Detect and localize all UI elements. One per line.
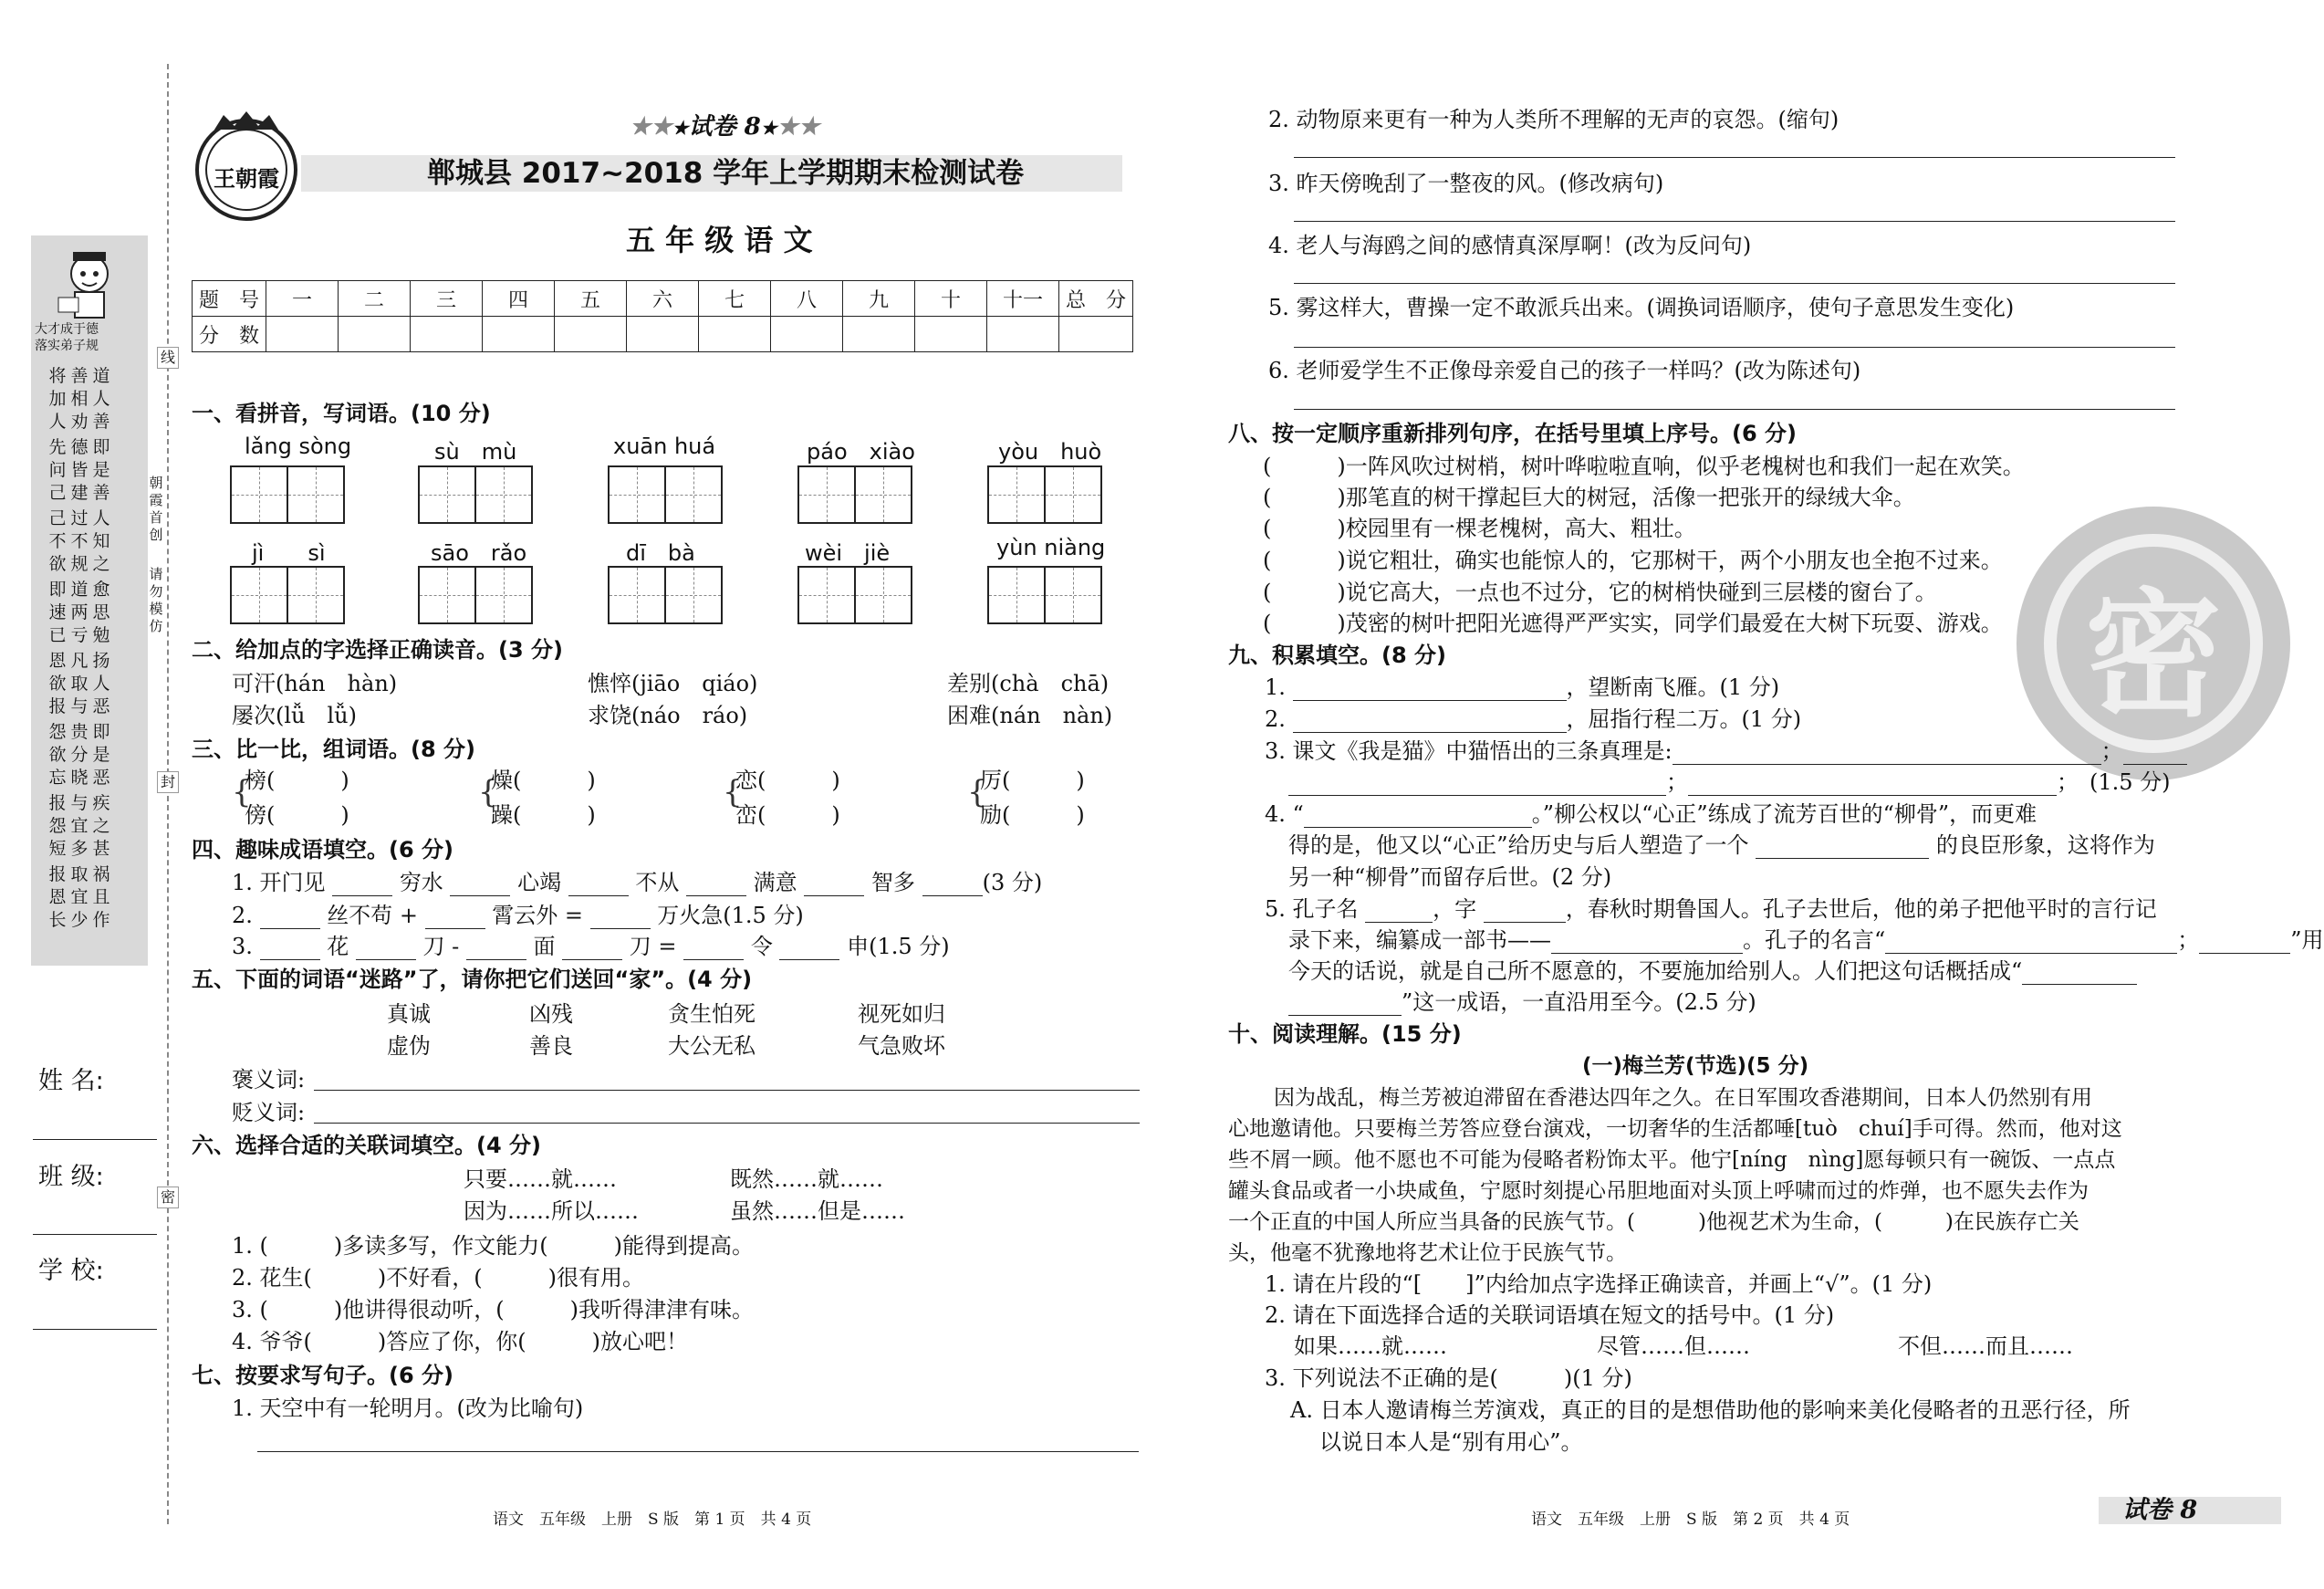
- conjunction-option: 因为……所以……: [464, 1198, 639, 1224]
- cut-label: 线: [157, 347, 179, 369]
- section-title: 四、趣味成语填空。(6 分): [192, 837, 453, 862]
- fill-line: [1288, 768, 2171, 796]
- praise-answer-line[interactable]: [314, 1090, 1140, 1091]
- motto-column: 取宜少: [70, 864, 89, 930]
- rewrite-question: 4. 老人与海鸥之间的感情真深厚啊！(改为反问句): [1268, 233, 1752, 258]
- rewrite-question: 5. 雾这样大，曹操一定不敢派兵出来。(调换词语顺序，使句子意思发生变化): [1268, 295, 2015, 320]
- rewrite-question: 1. 天空中有一轮明月。(改为比喻句): [232, 1396, 584, 1421]
- text: 1. 开门见: [232, 870, 326, 895]
- table-cell: 七: [699, 281, 771, 317]
- cartoon-figure-icon: [46, 245, 133, 321]
- compare-item[interactable]: 燥( ): [491, 768, 596, 793]
- text: 得的是，他又以“心正”给历史与后人塑造了一个: [1288, 832, 1749, 858]
- motto-column: 己不欲: [48, 508, 67, 574]
- passage-line: 罐头食品或者一小块咸鱼，宁愿时刻提心吊胆地面对头顶上呼啸而过的炸弹，也不愿失去作为: [1228, 1179, 2089, 1203]
- passage-line: 一个正直的中国人所应当具备的民族气节。( )他视艺术为生命，( )在民族存亡关: [1228, 1210, 2079, 1234]
- section-title: 一、看拼音，写词语。(10 分): [192, 401, 491, 426]
- motto-column: 将加人: [48, 366, 67, 432]
- table-cell: 二: [339, 281, 411, 317]
- blank[interactable]: [683, 939, 744, 960]
- text: 丝不苟 +: [327, 903, 418, 928]
- pinyin-label: páo xiào: [807, 439, 915, 465]
- blank[interactable]: [1293, 680, 1567, 701]
- score-cell[interactable]: [699, 317, 771, 352]
- blank[interactable]: [260, 908, 320, 929]
- motto-column: 即速已: [48, 580, 67, 645]
- reading-choice[interactable]: 可汗(hán hàn): [232, 671, 398, 696]
- text: 今天的话说，就是自己所不愿意的，不要施加给别人。人们把这句话概括成“: [1288, 958, 2023, 984]
- text: 的良臣形象，这将作为: [1935, 832, 2155, 858]
- text: (3 分): [982, 870, 1043, 895]
- blank[interactable]: [1551, 933, 1743, 954]
- cut-label: 密: [157, 1187, 179, 1208]
- writing-box[interactable]: [797, 465, 911, 524]
- compare-item[interactable]: 榜( ): [245, 768, 349, 793]
- score-cell[interactable]: [915, 317, 987, 352]
- score-cell[interactable]: [483, 317, 555, 352]
- section-title: 十、阅读理解。(15 分): [1228, 1021, 1462, 1047]
- fill-line: [1288, 957, 2137, 985]
- conjunction-option: 虽然……但是……: [730, 1198, 905, 1224]
- score-value-row: [193, 317, 1133, 352]
- blank[interactable]: [2123, 744, 2187, 765]
- word-option: 大公无私: [668, 1033, 756, 1059]
- writing-box[interactable]: [987, 566, 1100, 624]
- blank[interactable]: [466, 939, 526, 960]
- rewrite-question: 6. 老师爱学生不正像母亲爱自己的孩子一样吗？(改为陈述句): [1268, 358, 1861, 383]
- blank[interactable]: [562, 939, 622, 960]
- writing-box[interactable]: [797, 566, 911, 624]
- text: 。”柳公权以“心正”练成了流芳百世的“柳骨”，而更难: [1531, 801, 2037, 827]
- blank[interactable]: [260, 939, 320, 960]
- motto-column: 即是恶: [92, 722, 110, 788]
- text: ，望断南飞雁。(1 分): [1566, 674, 1780, 700]
- text: 。孔子的名言“: [1743, 927, 1886, 953]
- fill-line: [1288, 831, 2155, 859]
- idiom-line: [232, 902, 804, 929]
- compare-item[interactable]: 躁( ): [491, 802, 596, 828]
- motto-column: 道两亏: [70, 580, 89, 645]
- footer-badge: 试卷 8: [2122, 1496, 2198, 1524]
- section-title: 二、给加点的字选择正确读音。(3 分): [192, 637, 563, 663]
- writing-box[interactable]: [418, 465, 531, 524]
- answer-line[interactable]: [1294, 409, 2175, 410]
- score-cell[interactable]: [266, 317, 339, 352]
- order-item[interactable]: ( )校园里有一棵老槐树，高大、粗壮。: [1263, 516, 1696, 541]
- motto-column: 人知之: [92, 508, 110, 574]
- writing-box[interactable]: [608, 566, 721, 624]
- fill-question[interactable]: 3. ( )他讲得很动听，( )我听得津津有味。: [232, 1297, 754, 1322]
- blank[interactable]: [686, 875, 746, 896]
- blank[interactable]: [1304, 807, 1532, 828]
- answer-line[interactable]: [257, 1451, 1139, 1452]
- text: 2.: [232, 903, 253, 928]
- reading-choice[interactable]: 困难(nán nàn): [947, 703, 1113, 728]
- fill-question[interactable]: 2. 花生( )不好看，( )很有用。: [232, 1265, 644, 1291]
- text: ，春秋时期鲁国人。孔子去世后，他的弟子把他平时的言行记: [1565, 896, 2157, 922]
- class-field[interactable]: [33, 1234, 157, 1235]
- blank[interactable]: [568, 875, 629, 896]
- table-cell: 分 数: [193, 317, 266, 352]
- logo-text: 王朝霞: [214, 165, 279, 192]
- blank[interactable]: [1293, 712, 1567, 733]
- section-title: 八、按一定顺序重新排列句序，在括号里填上序号。(6 分): [1228, 421, 1797, 446]
- text: 面: [533, 934, 556, 959]
- passage-line: 些不屑一顾。他不愿也不可能为侵略者粉饰太平。他宁[níng nìng]愿每顿只有一碗饭、一点点: [1228, 1148, 2116, 1172]
- text: ”这一成语，一直沿用至今。(2.5 分): [1402, 989, 1756, 1015]
- fill-line: [1265, 800, 2037, 828]
- fill-line: 另一种“柳骨”而留存后世。(2 分): [1288, 864, 1612, 890]
- text: ，字: [1433, 896, 1477, 922]
- exam-subtitle: 五 年 级 语 文: [626, 223, 813, 257]
- table-cell: 四: [483, 281, 555, 317]
- blank[interactable]: [1688, 775, 2057, 796]
- text: 5. 孔子名: [1265, 896, 1359, 922]
- answer-line[interactable]: [1294, 221, 2175, 222]
- fill-line: [1265, 737, 2187, 765]
- motto-column: 恩欲报: [48, 651, 67, 716]
- school-label: 学 校:: [38, 1257, 104, 1285]
- text: 万火急(1.5 分): [657, 903, 804, 928]
- blank[interactable]: [1365, 902, 1433, 923]
- brace: {: [478, 774, 498, 810]
- motto-column: 过不规: [70, 508, 89, 574]
- blank[interactable]: [332, 875, 392, 896]
- text: 令: [750, 934, 773, 959]
- word-option: 气急败坏: [858, 1033, 945, 1059]
- score-table: [192, 280, 1133, 352]
- table-cell: 三: [411, 281, 483, 317]
- reading-choice[interactable]: 憔悴(jiāo qiáo): [588, 671, 758, 696]
- reading-choice[interactable]: 差别(chà chā): [947, 671, 1110, 696]
- blank[interactable]: [1885, 933, 2177, 954]
- pinyin-label: wèi jiè: [805, 540, 891, 566]
- score-cell[interactable]: [771, 317, 843, 352]
- pinyin-label: sù mù: [434, 439, 517, 465]
- writing-box[interactable]: [987, 465, 1100, 524]
- blank[interactable]: [1673, 744, 2101, 765]
- text: 3. 课文《我是猫》中猫悟出的三条真理是:: [1265, 738, 1673, 764]
- sidebar-caption-1: 大才成于德: [35, 322, 99, 337]
- text: ；: [1666, 769, 1688, 795]
- fill-line: [1265, 706, 1801, 733]
- score-cell[interactable]: [627, 317, 699, 352]
- conjunction-option: 不但……而且……: [1898, 1333, 2073, 1359]
- side-note: 请勿模仿: [149, 566, 163, 634]
- answer-line[interactable]: [1294, 283, 2175, 284]
- motto-column: 即是善: [92, 437, 110, 503]
- reading-question: 2. 请在下面选择合适的关联词语填在短文的括号中。(1 分): [1265, 1302, 1835, 1328]
- reading-choice[interactable]: 求饶(náo ráo): [588, 703, 748, 728]
- pinyin-label: xuān huá: [613, 434, 716, 459]
- order-item[interactable]: ( )那笔直的树干撑起巨大的树冠，活像一把张开的绿绒大伞。: [1263, 485, 1915, 510]
- text: 申(1.5 分): [847, 934, 950, 959]
- school-field[interactable]: [33, 1329, 157, 1330]
- section-title: 九、积累填空。(8 分): [1228, 643, 1446, 668]
- blank[interactable]: [450, 875, 510, 896]
- word-option: 真诚: [387, 1001, 431, 1027]
- blank[interactable]: [425, 908, 485, 929]
- reading-question: 3. 下列说法不正确的是( )(1 分): [1265, 1365, 1632, 1391]
- table-cell: 总 分: [1059, 281, 1133, 317]
- text: 满意: [753, 870, 797, 895]
- pinyin-label: lǎng sòng: [245, 434, 352, 459]
- choice-option-a-cont: 以说日本人是“别有用心”。: [1319, 1429, 1583, 1455]
- table-cell: 一: [266, 281, 339, 317]
- writing-box[interactable]: [230, 465, 343, 524]
- text: 心竭: [517, 870, 562, 895]
- blank[interactable]: [1288, 995, 1402, 1016]
- answer-line[interactable]: [1294, 347, 2175, 348]
- passage-title: (一)梅兰芳(节选)(5 分): [1582, 1054, 1809, 1078]
- text: 4. “: [1265, 801, 1304, 827]
- compare-item[interactable]: 峦( ): [735, 802, 840, 828]
- motto-column: 扬人恶: [92, 651, 110, 716]
- text: 2.: [1265, 706, 1286, 732]
- sidebar-caption-2: 落实弟子规: [35, 339, 99, 353]
- writing-box[interactable]: [230, 566, 343, 624]
- exam-badge-text: 试卷 8: [688, 113, 761, 141]
- score-cell[interactable]: [411, 317, 483, 352]
- name-field[interactable]: [33, 1139, 157, 1140]
- rewrite-question: 2. 动物原来更有一种为人类所不理解的无声的哀怨。(缩句): [1268, 107, 1839, 132]
- writing-box[interactable]: [608, 465, 721, 524]
- text: 霄云外 =: [492, 903, 583, 928]
- derog-answer-line[interactable]: [314, 1123, 1140, 1124]
- binding-cut-line: [167, 64, 169, 1524]
- conjunction-option: 如果……就……: [1294, 1333, 1447, 1359]
- side-note: 朝霞首创: [149, 475, 163, 543]
- derog-label: 贬义词:: [232, 1100, 306, 1125]
- motto-column: 报恩长: [48, 864, 67, 930]
- table-cell: 十: [915, 281, 987, 317]
- table-cell: 五: [555, 281, 627, 317]
- motto-column: 贵分晓: [70, 722, 89, 788]
- motto-column: 愈思勉: [92, 580, 110, 645]
- exam-title: 郸城县 2017~2018 学年上学期期末检测试卷: [427, 157, 1025, 190]
- motto-column: 德皆建: [70, 437, 89, 503]
- blank[interactable]: [922, 875, 983, 896]
- publisher-logo: [187, 108, 306, 226]
- word-option: 凶残: [529, 1001, 573, 1027]
- score-cell[interactable]: [339, 317, 411, 352]
- motto-column: 祸且作: [92, 864, 110, 930]
- text: 穷水: [399, 870, 443, 895]
- reading-choice[interactable]: 屡次(lǚ lǚ): [232, 703, 357, 728]
- motto-column: 凡取与: [70, 651, 89, 716]
- motto-column: 怨欲忘: [48, 722, 67, 788]
- table-cell: 九: [843, 281, 915, 317]
- motto-column: 善相劝: [70, 366, 89, 432]
- text: 录下来，编纂成一部书——: [1288, 927, 1551, 953]
- motto-column: 报怨短: [48, 793, 67, 859]
- pinyin-label: sāo rǎo: [431, 540, 527, 566]
- brace: {: [723, 774, 743, 810]
- table-cell: 六: [627, 281, 699, 317]
- text: ；: [2100, 738, 2123, 764]
- blank[interactable]: [2199, 933, 2290, 954]
- pinyin-label: dī bà: [626, 540, 695, 566]
- blank[interactable]: [779, 939, 839, 960]
- word-option: 虚伪: [387, 1033, 431, 1059]
- blank[interactable]: [1288, 775, 1666, 796]
- order-item[interactable]: ( )茂密的树叶把阳光遮得严严实实，同学们最爱在大树下玩耍、游戏。: [1263, 611, 2003, 636]
- table-cell: 十一: [987, 281, 1059, 317]
- pinyin-label: yòu huò: [998, 439, 1102, 465]
- text: ，屈指行程二万。(1 分): [1566, 706, 1802, 732]
- fill-line: [1288, 926, 2324, 954]
- table-cell: 题 号: [193, 281, 266, 317]
- brace: {: [232, 774, 252, 810]
- blank[interactable]: [804, 875, 864, 896]
- passage-line: 头，他毫不犹豫地将艺术让位于民族气节。: [1228, 1241, 1627, 1265]
- reading-question: 1. 请在片段的“[ ]”内给加点字选择正确读音，并画上“√”。(1 分): [1265, 1271, 1933, 1297]
- blank[interactable]: [1756, 838, 1929, 859]
- exam-badge: ★★★试卷 8★★★: [630, 113, 820, 141]
- section-title: 七、按要求写句子。(6 分): [192, 1363, 453, 1388]
- text: 刀 =: [629, 934, 677, 959]
- section-title: 五、下面的词语“迷路”了，请你把它们送回“家”。(4 分): [192, 967, 753, 992]
- fill-line: [1265, 674, 1779, 701]
- section-title: 六、选择合适的关联词填空。(4 分): [192, 1133, 541, 1158]
- idiom-line: [232, 869, 1042, 896]
- conjunction-option: 既然……就……: [730, 1166, 883, 1192]
- fill-line: [1265, 895, 2157, 923]
- motto-column: 疾之甚: [92, 793, 110, 859]
- seal-text: 密: [2044, 534, 2263, 753]
- motto-column: 先问己: [48, 437, 67, 503]
- choice-option-a[interactable]: A. 日本人邀请梅兰芳演戏，真正的目的是想借助他的影响来美化侵略者的丑恶行径，所: [1290, 1397, 2131, 1423]
- text: ”用: [2290, 927, 2324, 953]
- compare-item[interactable]: 励( ): [980, 802, 1085, 828]
- name-label: 姓 名:: [38, 1067, 104, 1095]
- conjunction-option: 尽管……但……: [1597, 1333, 1750, 1359]
- blank[interactable]: [2022, 964, 2137, 985]
- passage-line: 因为战乱，梅兰芳被迫滞留在香港达四年之久。在日军围攻香港期间，日本人仍然别有用: [1274, 1086, 2092, 1110]
- page-footer: 语文 五年级 上册 S 版 第 1 页 共 4 页: [493, 1511, 812, 1529]
- word-option: 善良: [529, 1033, 573, 1059]
- text: ；: [2057, 769, 2068, 795]
- text: (1.5 分): [2090, 769, 2171, 795]
- motto-column: 道人善: [92, 366, 110, 432]
- class-label: 班 级:: [38, 1163, 104, 1191]
- cut-label: 封: [157, 771, 179, 793]
- compare-item[interactable]: 厉( ): [980, 768, 1085, 793]
- compare-item[interactable]: 恋( ): [735, 768, 840, 793]
- answer-line[interactable]: [1294, 157, 2175, 158]
- table-cell: 八: [771, 281, 843, 317]
- blank[interactable]: [590, 908, 651, 929]
- score-cell[interactable]: [843, 317, 915, 352]
- pinyin-label: yùn niàng: [996, 535, 1106, 560]
- blank[interactable]: [356, 939, 416, 960]
- score-header-row: [193, 281, 1133, 317]
- text: 3.: [232, 934, 253, 959]
- order-item[interactable]: ( )说它粗壮，确实也能惊人的，它那树干，两个小朋友也全抱不过来。: [1263, 548, 2003, 573]
- passage-line: 心地邀请他。只要梅兰芳答应登台演戏，一切奢华的生活都唾[tuò chuí]手可得。然而，他对这: [1228, 1117, 2122, 1141]
- praise-label: 褒义词:: [232, 1067, 306, 1092]
- order-item[interactable]: ( )一阵风吹过树梢，树叶哗啦啦直响，似乎老槐树也和我们一起在欢笑。: [1263, 454, 2025, 479]
- word-option: 贪生怕死: [668, 1001, 756, 1027]
- fill-question[interactable]: 1. ( )多读多写，作文能力( )能得到提高。: [232, 1233, 754, 1259]
- fill-question[interactable]: 4. 爷爷( )答应了你，你( )放心吧！: [232, 1329, 688, 1354]
- section-title: 三、比一比，组词语。(8 分): [192, 737, 475, 762]
- blank[interactable]: [1484, 902, 1566, 923]
- text: 1.: [1265, 674, 1286, 700]
- brace: {: [967, 774, 987, 810]
- order-item[interactable]: ( )说它高大，一点也不过分，它的树梢快碰到三层楼的窗台了。: [1263, 580, 1937, 605]
- score-cell[interactable]: [1059, 317, 1133, 352]
- compare-item[interactable]: 傍( ): [245, 802, 349, 828]
- motto-column: 与宜多: [70, 793, 89, 859]
- rewrite-question: 3. 昨天傍晚刮了一整夜的风。(修改病句): [1268, 171, 1664, 196]
- idiom-line: [232, 933, 950, 960]
- conjunction-option: 只要……就……: [464, 1166, 617, 1192]
- text: 花: [327, 934, 349, 959]
- page-footer: 语文 五年级 上册 S 版 第 2 页 共 4 页: [1531, 1511, 1850, 1529]
- text: 不从: [635, 870, 680, 895]
- pinyin-label: jì sì: [252, 540, 326, 566]
- text: 智多: [870, 870, 915, 895]
- score-cell[interactable]: [987, 317, 1059, 352]
- text: 刀 -: [422, 934, 460, 959]
- fill-line: [1288, 988, 1756, 1016]
- text: ；: [2177, 927, 2200, 953]
- score-cell[interactable]: [555, 317, 627, 352]
- writing-box[interactable]: [418, 566, 531, 624]
- word-option: 视死如归: [858, 1001, 945, 1027]
